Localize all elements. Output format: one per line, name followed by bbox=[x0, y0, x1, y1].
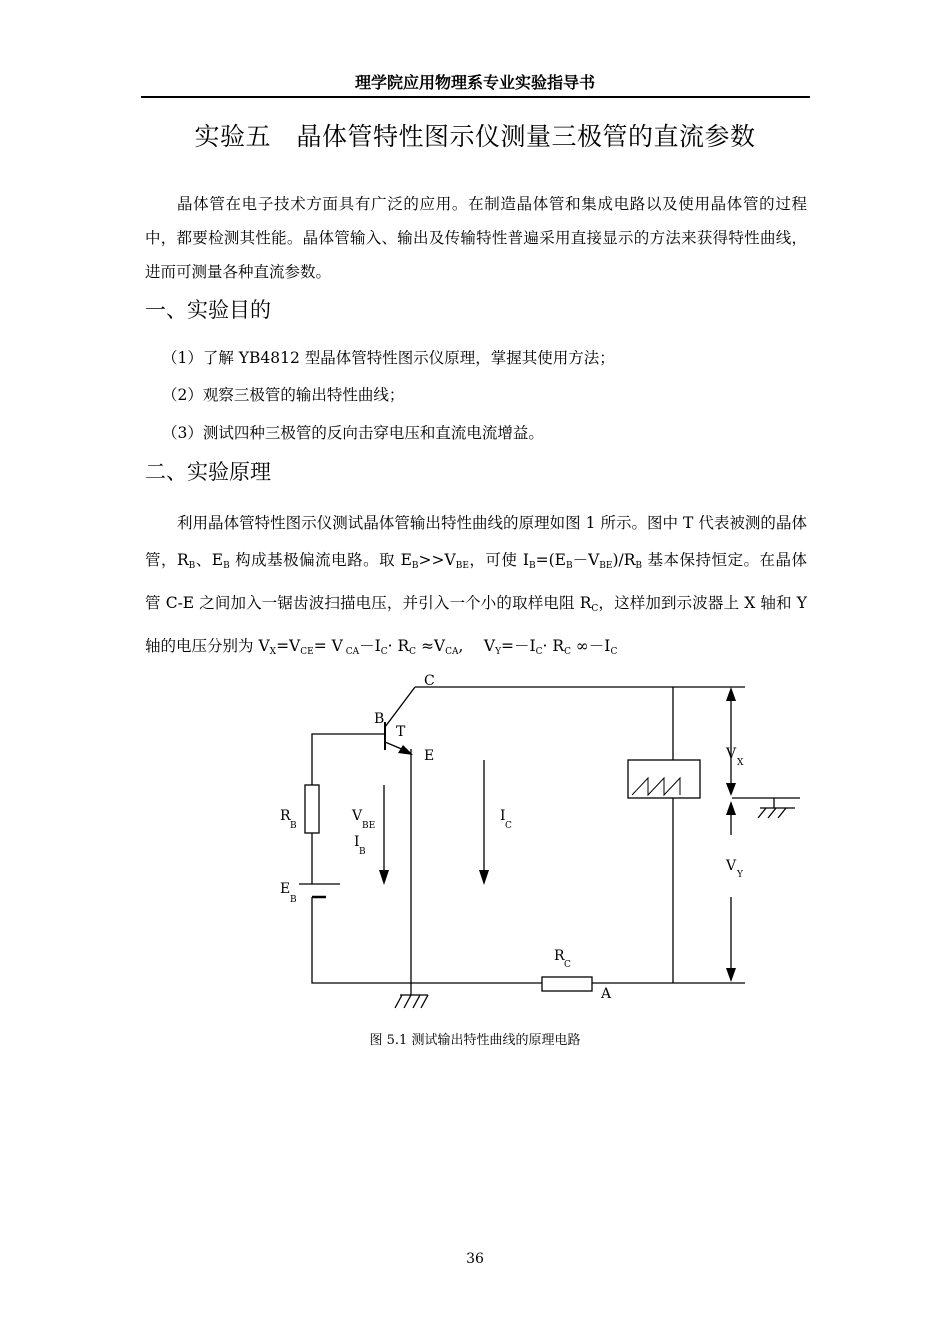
label-ib-sub: B bbox=[359, 847, 366, 857]
label-e: E bbox=[424, 748, 435, 764]
label-vy-sub: Y bbox=[737, 870, 743, 880]
label-vx: V bbox=[726, 746, 737, 762]
label-t: T bbox=[396, 724, 406, 740]
running-header: 理学院应用物理系专业实验指导书 bbox=[354, 73, 595, 92]
label-c: C bbox=[424, 673, 435, 689]
header-rule bbox=[141, 96, 810, 98]
principle-paragraph: 利用晶体管特性图示仪测试晶体管输出特性曲线的原理如图 1 所示。图中 T 代表被测的晶体管，$R_B$、$E_B$ 构成基极偏流电路。取 $E_B>>V_{BE}$，可使 $I_B=(E_B-V_{BE})/R_B$ 基本保持恒定。在晶体管 C-E 之间加入一锯齿波扫描电压，并引入一个小的取样电阻 $R_C$，这样加到示波器上 X 轴和 Y 轴的电压分别为 $V_X=V_{CE}= V$ $_{CA}-I_C\cdot R_C \approx V_{CA}$, $V_Y=-I_C\cdot R_C$ $\infty-I_C$ bbox=[145, 514, 807, 657]
resistor-rb bbox=[305, 785, 319, 833]
objective-item-1: （1）了解 YB4812 型晶体管特性图示仪原理，掌握其使用方法； bbox=[162, 349, 615, 367]
label-rb-sub: B bbox=[290, 821, 297, 831]
label-ic-sub: C bbox=[505, 821, 512, 831]
sawtooth-icon bbox=[632, 778, 680, 795]
label-eb-sub: B bbox=[290, 895, 297, 905]
label-vy: V bbox=[726, 858, 737, 874]
intro-paragraph: 晶体管在电子技术方面具有广泛的应用。在制造晶体管和集成电路以及使用晶体管的过程中，都要检测其性能。晶体管输入、输出及传输特性普遍采用直接显示的方法来获得特性曲线，进而可测量各种直流参数。 bbox=[145, 195, 807, 281]
label-vbe: V bbox=[352, 808, 363, 824]
figure-caption: 图 5.1 测试输出特性曲线的原理电路 bbox=[369, 1033, 581, 1048]
label-rc-sub: C bbox=[564, 960, 571, 970]
section-heading-principle: 二、实验原理 bbox=[145, 460, 271, 484]
label-vx-sub: X bbox=[737, 758, 744, 768]
base-wire bbox=[312, 734, 385, 785]
objective-item-2: （2）观察三极管的输出特性曲线； bbox=[162, 386, 405, 404]
arrow-vbe-head bbox=[379, 870, 389, 885]
experiment-title: 实验五 晶体管特性图示仪测量三极管的直流参数 bbox=[194, 122, 756, 151]
label-vbe-sub: BE bbox=[362, 821, 376, 831]
arrow-ic-head bbox=[479, 870, 489, 885]
section-heading-objectives: 一、实验目的 bbox=[145, 298, 271, 322]
page-number: 36 bbox=[466, 1251, 484, 1267]
label-rb: R bbox=[280, 808, 291, 824]
label-rc: R bbox=[554, 948, 565, 964]
label-b: B bbox=[374, 711, 385, 727]
label-a: A bbox=[601, 986, 612, 1002]
label-ib: I bbox=[354, 834, 360, 850]
transistor-collector-lead bbox=[385, 687, 415, 727]
resistor-rc bbox=[542, 977, 592, 991]
objective-item-3: （3）测试四种三极管的反向击穿电压和直流电流增益。 bbox=[162, 424, 544, 442]
label-eb: E bbox=[280, 881, 291, 897]
principle-circuit-diagram bbox=[270, 665, 810, 1020]
label-ic: I bbox=[500, 808, 506, 824]
